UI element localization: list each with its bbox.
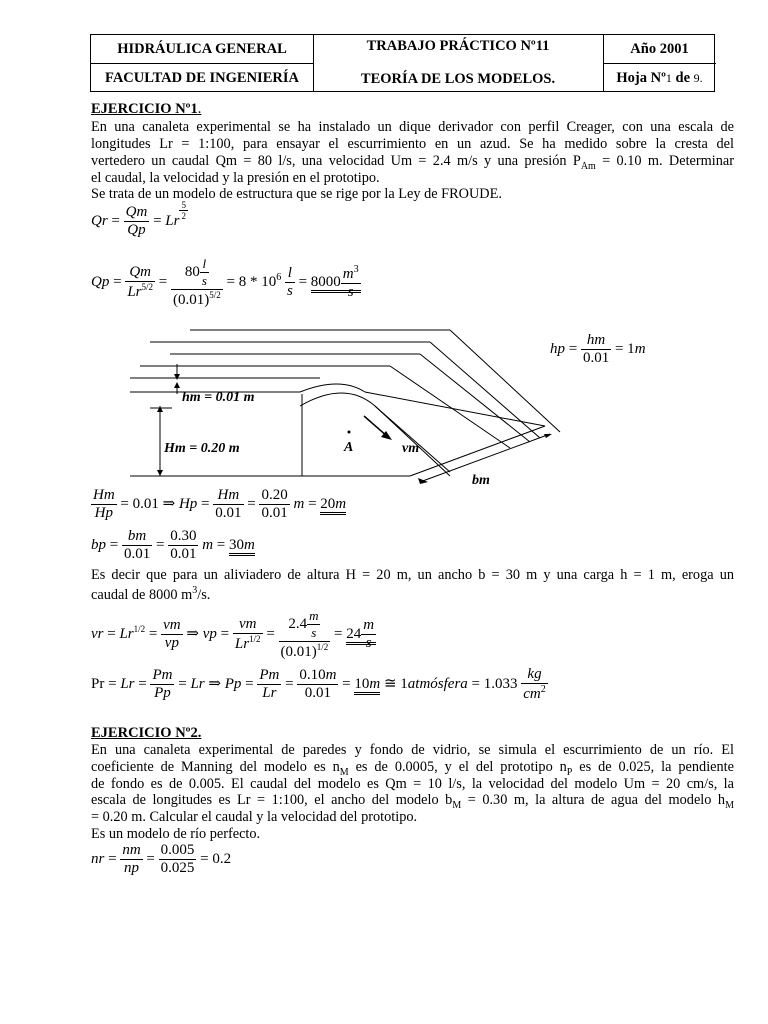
sheet-prefix: Hoja Nº (616, 69, 666, 86)
equation-qp: Qp = $\frac{Qm}{Lr^{5/2}}$ = 80 $\frac{l}{s}$ $(0.01)^{5/2}$ = $8 * 10^6$ $\frac{l}{s}$ = 8000 $\frac{m^3}{s}$ (91, 256, 359, 308)
ex1-line4: el caudal, la velocidad y la presión en el prototipo. (91, 170, 380, 186)
ex2-line3: de fondo es de 0.005. El caudal del modelo es Qm = 10 l/s, la velocidad del modelo Um = 20 cm/s, la (91, 776, 734, 792)
ex1-line5: Se trata de un modelo de estructura que se rige por la Ley de FROUDE. (91, 186, 502, 202)
topic-title: TEORÍA DE LOS MODELOS. (360, 70, 556, 87)
equation-hp: hp = $\frac{hm}{0.01}$ = 1m (550, 332, 646, 366)
ex2-line6: Es un modelo de río perfecto. (91, 826, 261, 842)
vm-label: vm (402, 441, 420, 456)
sheet-total: 9. (693, 70, 703, 85)
sheet-number: 1 (665, 70, 672, 85)
ex2-line2: coeficiente de Manning del modelo es $n_M$ es de 0.0005, y el del prototipo $n_P$ es de 0.025, la pendiente (91, 759, 734, 778)
equation-qr: Qr = $\frac{Qm}{Qp}$ = Lr $\frac{5}{2}$ (91, 200, 186, 238)
practical-title: TRABAJO PRÁCTICO Nº11 (366, 37, 550, 54)
subject-cell: HIDRÁULICA GENERAL (117, 40, 287, 57)
ex2-line5: = 0.20 m. Calcular el caudal y la velocidad del prototipo. (91, 809, 418, 825)
ex1-conclusion-line2: caudal de 8000 $m^3/s$. (91, 585, 211, 603)
header-table (90, 34, 715, 92)
bm-label: bm (472, 473, 490, 488)
equation-vr: vr = $Lr^{1/2}$ = $\frac{vm}{vp}$ ⇒ vp = $\frac{vm}{Lr^{1/2}}$ = 2.4 $\frac{m}{s}$ $(0.01)^{1/2}$ = 24 $\frac{m}{s}$ (91, 608, 375, 660)
faculty-cell: FACULTAD DE INGENIERÍA (105, 69, 299, 86)
year-cell: Año 2001 (630, 40, 689, 57)
equation-bp: bp = $\frac{bm}{0.01}$ = $\frac{0.30}{0.01}$ m = 30m (91, 528, 255, 562)
ex2-line4: escala de longitudes es Lr = 1:100, el ancho del modelo $b_M = 0.30$ m, la altura de agua del modelo $h_M$ (91, 792, 734, 811)
equation-nr: nr = $\frac{nm}{np}$ = $\frac{0.005}{0.025}$ = 0.2 (91, 842, 232, 876)
Hm-label: Hm = 0.20 m (164, 441, 240, 456)
equation-hp-height: $\frac{Hm}{Hp}$ = 0.01 ⇒ Hp = $\frac{Hm}{0.01}$ = $\frac{0.20}{0.01}$ m = 20m (93, 487, 347, 521)
ex1-line3: vertedero un caudal Qm = 80 l/s, una velocidad Um = 2.4 m/s y una presión $P_{Am} = 0.10$ m. Determinar (91, 153, 734, 172)
equation-pr: Pr = Lr = $\frac{Pm}{Pp}$ = Lr ⇒ Pp = $\frac{Pm}{Lr}$ = $\frac{0.10m}{0.01}$ = 10m ≅ 1atmósfera = 1.033 $\frac{kg}{cm^2}$ (91, 666, 546, 702)
ex1-line1: En una canaleta experimental se ha instalado un dique derivador con perfil Creager, con una escala de (91, 119, 734, 135)
up-arrow-icon (174, 382, 180, 388)
hm-label: hm = 0.01 m (182, 390, 255, 405)
ex1-conclusion-line1: Es decir que para un aliviadero de altura H = 20 m, un ancho b = 30 m y una carga h = 1 m, eroga un (91, 567, 734, 583)
ex1-title: EJERCICIO Nº1. (91, 101, 202, 117)
A-label: A (344, 440, 354, 455)
ex2-line1: En una canaleta experimental de paredes y fondo de vidrio, se simula el escurrimiento de un río. El (91, 742, 734, 758)
down-arrow-icon (174, 374, 180, 380)
sheet-de: de (675, 69, 690, 86)
sheet-cell (603, 63, 716, 93)
ex1-line2: longitudes Lr = 1:100, para ensayar el escurrimiento en un azud. Se ha medido sobre la cresta del (91, 136, 734, 152)
ex2-title: EJERCICIO Nº2. (91, 725, 202, 741)
